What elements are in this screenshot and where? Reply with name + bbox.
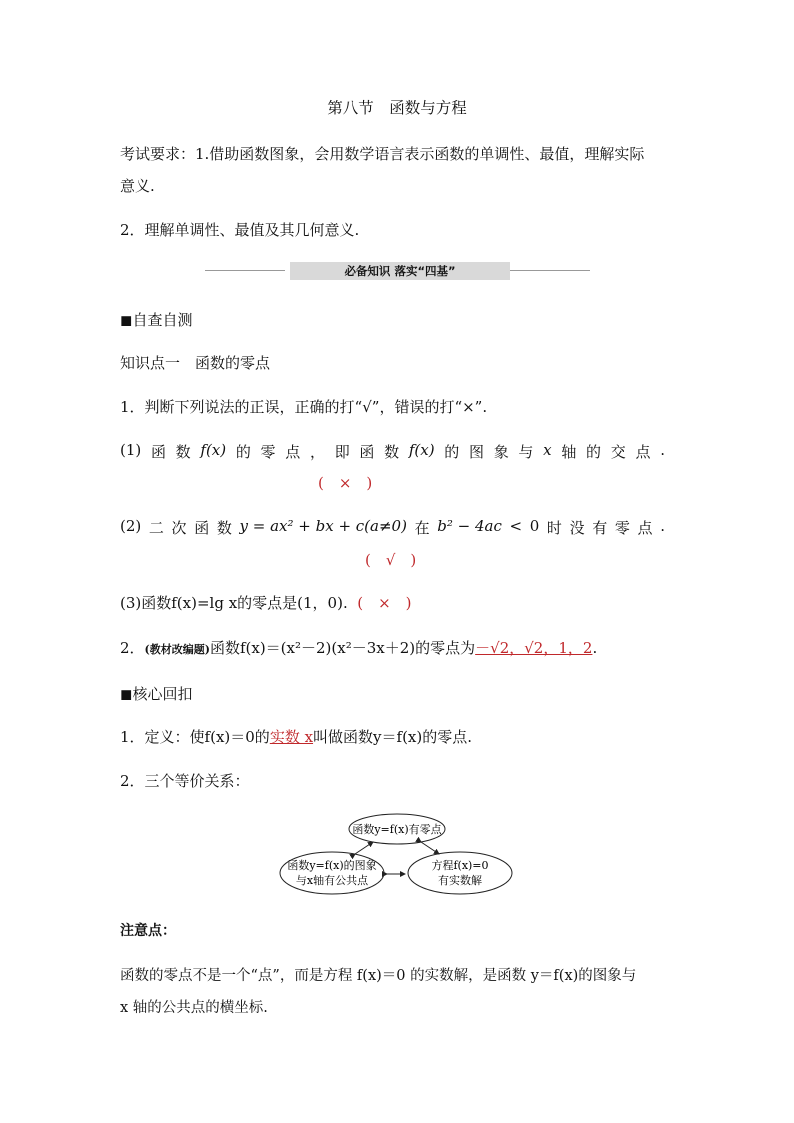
- right-node-label-1: 方程f(x)=0: [431, 859, 489, 872]
- definition-answer: 实数 x: [269, 728, 314, 746]
- item1-part: 即: [334, 443, 350, 461]
- question-2-answer: －√2，√2，1，2: [475, 639, 593, 657]
- question-2-prefix: 2．: [120, 639, 145, 657]
- section-self-check: [120, 309, 192, 330]
- item2-part: 时: [546, 519, 562, 537]
- section-core-label: 核心回扣: [132, 685, 193, 703]
- item1-part: 数: [384, 443, 400, 461]
- question-1-item-1: [120, 441, 665, 462]
- question-1-stem: 1．判断下列说法的正误，正确的打“√”，错误的打“×”.: [120, 398, 488, 416]
- question-1-item-1-answer: ( × ): [318, 474, 373, 492]
- item2-part: 点: [637, 519, 653, 537]
- item1-part: 的: [444, 443, 460, 461]
- item1-part: 与: [518, 443, 534, 461]
- note-line-2: x 轴的公共点的横坐标.: [120, 1000, 268, 1016]
- requirement-line-1: 考试要求：1.借助函数图象，会用数学语言表示函数的单调性、最值，理解实际: [120, 145, 645, 163]
- equivalence-diagram: [275, 808, 520, 900]
- item1-part: 象: [493, 443, 509, 461]
- page-title: 第八节 函数与方程: [327, 99, 467, 117]
- item2-part: 次: [171, 519, 187, 537]
- item1-part: ，: [309, 443, 325, 461]
- arrow-left-top: [355, 842, 373, 854]
- item1-part: 函: [359, 443, 375, 461]
- note-title: 注意点：: [120, 923, 176, 939]
- top-node-label: 函数y=f(x)有零点: [352, 823, 442, 836]
- item1-part: 零: [260, 443, 276, 461]
- item1-part: 的: [235, 443, 251, 461]
- banner-label: 必备知识 落实“四基”: [290, 262, 510, 280]
- question-1-item-2-answer: ( √ ): [365, 551, 417, 569]
- arrow-top-right: [421, 842, 439, 854]
- item1-part: 图: [468, 443, 484, 461]
- item2-part: 数: [216, 519, 232, 537]
- question-1-item-2: [120, 517, 665, 538]
- question-2-text: 函数f(x)＝(x²－2)(x²－3x＋2)的零点为: [209, 639, 476, 657]
- question-1-item-3: (3)函数f(x)=lg x的零点是(1，0). ( × ): [120, 594, 412, 612]
- section-core: [120, 683, 192, 704]
- right-node-label-2: 有实数解: [438, 874, 482, 887]
- item1-part: f(x): [200, 441, 227, 459]
- item1-part: 的: [586, 443, 602, 461]
- item1-part: (1): [120, 441, 142, 459]
- item1-part: 交: [610, 443, 626, 461]
- item2-part: 二: [148, 519, 164, 537]
- item2-part: 零: [614, 519, 630, 537]
- item2-part: 函: [194, 519, 210, 537]
- note-line-1: 函数的零点不是一个“点”，而是方程 f(x)＝0 的实数解，是函数 y＝f(x)的图象与: [120, 968, 637, 984]
- item1-part: x: [543, 441, 552, 459]
- question-1-item-3-answer: ( × ): [357, 594, 412, 612]
- banner-left-rule: [205, 270, 285, 271]
- item1-part: 数: [175, 443, 191, 461]
- item2-part: 0: [529, 517, 540, 535]
- requirement-line-3: 2．理解单调性、最值及其几何意义.: [120, 221, 360, 239]
- requirement-line-2: 意义.: [120, 177, 155, 195]
- item2-part: 没: [569, 519, 585, 537]
- item1-part: 点: [635, 443, 651, 461]
- banner-right-rule: [510, 270, 590, 271]
- question-2-end: .: [592, 639, 598, 657]
- item2-part: (2): [120, 517, 142, 535]
- item2-part: y = ax² + bx + c(a≠0): [239, 517, 407, 535]
- left-node-label-1: 函数y=f(x)的图象: [287, 859, 377, 872]
- item1-part: .: [660, 441, 665, 459]
- item1-part: 点: [285, 443, 301, 461]
- bullet-icon: ◼: [120, 311, 133, 329]
- item1-part: 轴: [561, 443, 577, 461]
- bullet-icon: ◼: [120, 685, 133, 703]
- section-banner: [205, 262, 590, 280]
- item2-part: b² − 4ac: [437, 517, 502, 535]
- knowledge-point-title: 知识点一 函数的零点: [120, 354, 271, 372]
- item1-part: f(x): [408, 441, 435, 459]
- question-2: [120, 637, 597, 658]
- definition: 1．定义：使f(x)＝0的实数 x叫做函数y＝f(x)的零点.: [120, 728, 473, 746]
- item1-part: 函: [150, 443, 166, 461]
- item2-part: <: [509, 517, 523, 535]
- section-self-check-label: 自查自测: [132, 311, 193, 329]
- left-node-label-2: 与x轴有公共点: [295, 874, 369, 887]
- item2-part: 有: [592, 519, 608, 537]
- item2-part: .: [660, 517, 665, 535]
- equivalence-title: 2．三个等价关系：: [120, 772, 250, 790]
- question-2-tag: (教材改编题): [144, 643, 210, 656]
- item2-part: 在: [414, 519, 430, 537]
